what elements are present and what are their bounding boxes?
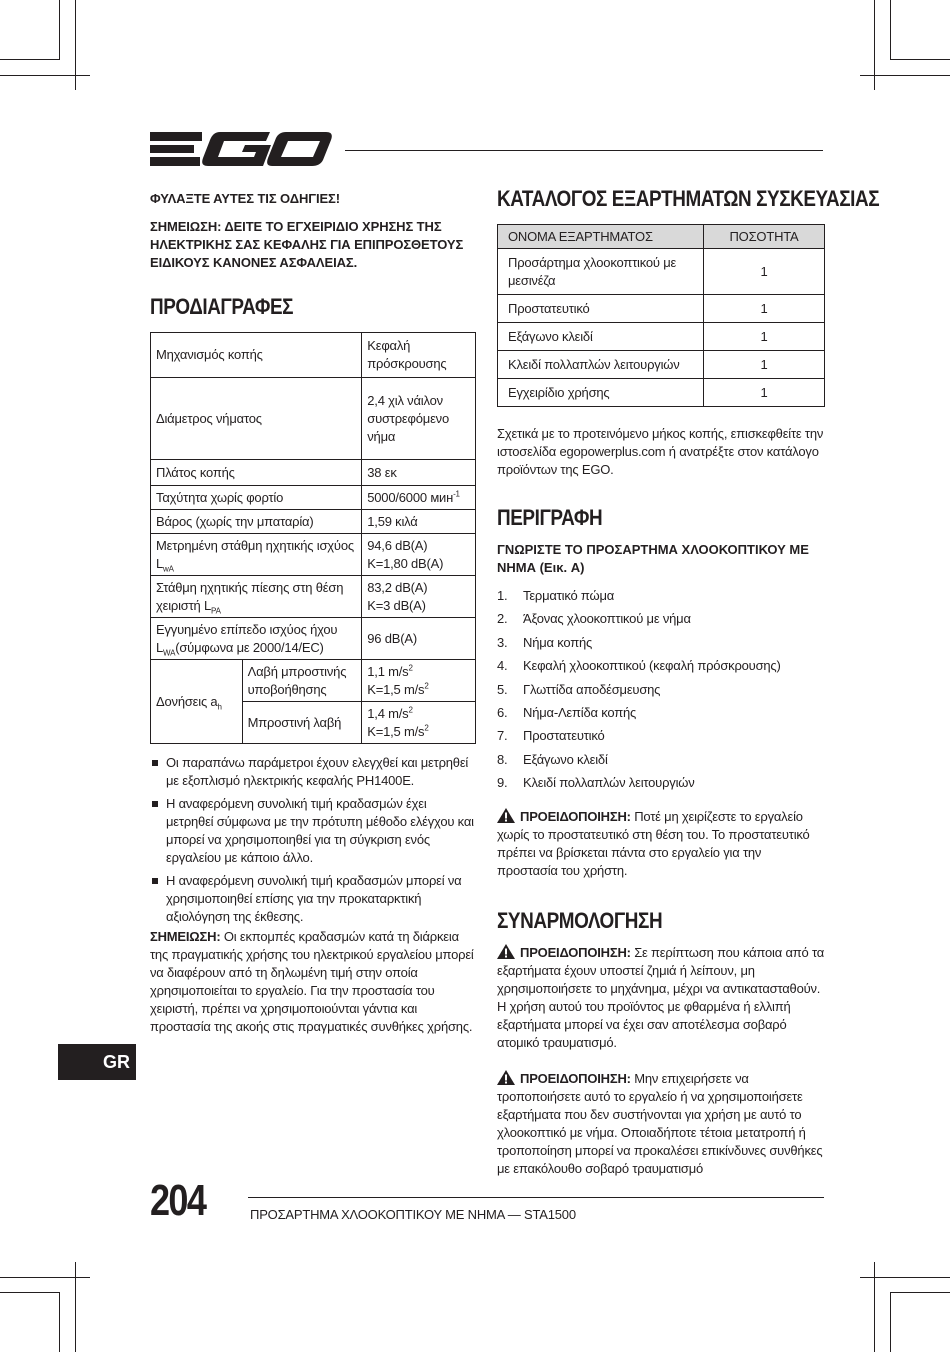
crop-mark [0,59,60,60]
table-row [498,295,825,323]
language-tab: GR [58,1044,136,1080]
list-item: 3. Νήμα κοπής [497,634,593,650]
spec-value: 94,6 dB(A) K=1,80 dB(A) [362,534,476,576]
list-item: Η αναφερόμενη συνολική τιμή κραδασμών έχει μετρηθεί σύμφωνα με την πρότυπη μέθοδο ελέγχου και μπορεί να χρησιμοποιηθεί για τη σύγκριση ενός εργαλείου με κάποιο άλλο. [150,795,476,867]
spec-label: Βάρος (χωρίς την μπαταρία) [151,510,362,534]
crop-mark [860,75,950,76]
description-subtitle: ΓΝΩΡΙΣΤΕ ΤΟ ΠΡΟΣΑΡΤΗΜΑ ΧΛΟΟΚΟΠΤΙΚΟΥ ΜΕ ΝΗΜΑ (Εικ. A) [497,542,809,575]
crop-mark [75,0,76,90]
table-row [151,534,476,576]
part-name: Προστατευτικό [498,295,704,323]
part-qty: 1 [704,351,825,379]
left-column [150,190,476,1036]
list-item: 8. Εξάγωνο κλειδί [497,751,608,767]
assembly-title: ΣΥΝΑΡΜΟΛΟΓΗΣΗ [497,908,663,934]
crop-mark [0,1277,90,1278]
table-row [151,460,476,486]
spec-value: 96 dB(A) [362,618,476,660]
table-row [498,379,825,407]
crop-mark [0,75,90,76]
specs-table [150,332,476,744]
right-column [497,186,880,1178]
spec-label: Ταχύτητα χωρίς φορτίο [151,486,362,510]
part-name: Προσάρτημα χλοοκοπτικού με μεσινέζα [498,249,704,295]
crop-mark [874,0,875,90]
crop-mark [890,0,891,60]
warning-icon [497,808,515,823]
part-qty: 1 [704,323,825,351]
warning-icon [497,944,515,959]
spec-label: Μπροστινή λαβή [242,702,362,744]
list-item: Οι παραπάνω παράμετροι έχουν ελεγχθεί και μετρηθεί με εξοπλισμό ηλεκτρικής κεφαλής PH1400E. [150,754,476,790]
crop-mark [890,59,950,60]
description-list [497,587,825,792]
column-header: ΠΟΣΟΤΗΤΑ [704,225,825,249]
table-row [498,249,825,295]
spec-notes-list [150,754,476,926]
table-row [151,660,476,702]
spec-value: 2,4 χιλ νάιλον συστρεφόμενο νήμα [362,378,476,460]
parts-title: ΚΑΤΑΛΟΓΟΣ ΕΞΑΡΤΗΜΑΤΩΝ ΣΥΣΚΕΥΑΣΙΑΣ [497,186,880,211]
table-row [151,576,476,618]
description-title: ΠΕΡΙΓΡΑΦΗ [497,505,603,530]
table-row [498,351,825,379]
part-qty: 1 [704,379,825,407]
parts-table [497,224,825,407]
crop-mark [860,1277,950,1278]
crop-mark [75,1262,76,1352]
list-item: 6. Νήμα-Λεπίδα κοπής [497,704,637,720]
part-name: Εγχειρίδιο χρήσης [498,379,704,407]
spec-value: 5000/6000 мин$^{-1}$ [362,486,476,510]
crop-mark [59,0,60,60]
ego-logo [150,128,332,170]
spec-label: Μηχανισμός κοπής [151,333,362,378]
spec-value: Κεφαλή πρόσκρουσης [362,333,476,378]
list-item: 1. Τερματικό πώμα [497,588,615,603]
spec-label: Εγγυημένο επίπεδο ισχύος ήχου $L_{WA}(\sigma ύ\mu\varphi\omega\nu\alpha$ με 2000/14/EC) [151,618,362,660]
list-item: 5. Γλωττίδα αποδέσμευσης [497,681,661,697]
spec-value: 38 εκ [362,460,476,486]
crop-mark [59,1292,60,1352]
table-row [151,618,476,660]
spec-label: Στάθμη ηχητικής πίεσης στη θέση χειριστή $L_{PA}$ [151,576,362,618]
vibration-label: Δονήσεις $a_h$ [151,660,243,744]
table-row [151,510,476,534]
page-number: 204 [150,1176,206,1225]
crop-mark [874,1262,875,1352]
part-name: Κλειδί πολλαπλών λειτουργιών [498,351,704,379]
list-item: 4. Κεφαλή χλοοκοπτικού (κεφαλή πρόσκρουσης) [497,658,781,674]
spec-label: Διάμετρος νήματος [151,378,362,460]
spec-value: 83,2 dB(A) K=3 dB(A) [362,576,476,618]
table-header-row [498,225,825,249]
table-row [151,378,476,460]
table-row [151,333,476,378]
list-item: 7. Προστατευτικό [497,728,605,744]
warning-icon [497,1070,515,1085]
spec-value: 1,4 $m/s^2$ K=1,5 $m/s^2$ [362,702,476,744]
header-rule [345,150,823,151]
footer-doc-title: ΠΡΟΣΑΡΤΗΜΑ ΧΛΟΟΚΟΠΤΙΚΟΥ ΜΕ ΝΗΜΑ — STA1500 [250,1207,576,1222]
part-name: Εξάγωνο κλειδί [498,323,704,351]
website-note: Σχετικά με το προτεινόμενο μήκος κοπής, επισκεφθείτε την ιστοσελίδα egopowerplus.com ή ανατρέξτε στον κατάλογο προϊόντων της EGO. [497,426,824,477]
spec-value: 1,1 $m/s^2$ K=1,5 $m/s^2$ [362,660,476,702]
part-qty: 1 [704,249,825,295]
crop-mark [890,1292,950,1293]
column-header: ΟΝΟΜΑ ΕΞΑΡΤΗΜΑΤΟΣ [498,225,704,249]
crop-mark [0,1292,60,1293]
warning-modification: ΠΡΟΕΙΔΟΠΟΙΗΣΗ: Μην επιχειρήσετε να τροποποιήσετε αυτό το εργαλείο ή να χρησιμοποιήσετε εξαρτήματα που δεν συστήνονται για χρήση με αυτό το χλοοκοπτικό με νήμα. Οποιαδήποτε τέτοια μετατροπή ή τροποποίηση μπορεί να προκαλέσει επικίνδυνες συνθήκες με επακόλουθο σοβαρό τραυματισμό [497,1071,823,1177]
spec-label: Μετρημένη στάθμη ηχητικής ισχύος $L_{wA}$ [151,534,362,576]
spec-label: Λαβή μπροστινής υποβοήθησης [242,660,362,702]
specs-title: ΠΡΟΔΙΑΓΡΑΦΕΣ [150,294,294,319]
crop-mark [890,1292,891,1352]
list-item: 9. Κλειδί πολλαπλών λειτουργιών [497,775,695,791]
list-item: Η αναφερόμενη συνολική τιμή κραδασμών μπορεί να χρησιμοποιηθεί επίσης για την προκαταρκτική αξιολόγηση της έκθεσης. [150,872,476,926]
spec-label: Πλάτος κοπής [151,460,362,486]
table-row [498,323,825,351]
warning-damaged-parts: ΠΡΟΕΙΔΟΠΟΙΗΣΗ: Σε περίπτωση που κάποια από τα εξαρτήματα έχουν υποστεί ζημιά ή λείπουν, μη χρησιμοποιήσετε το μηχάνημα, μέχρι να αντικατασταθούν. Η χρήση αυτού του προϊόντος με φθαρμένα ή ελλιπή εξαρτήματα μπορεί να έχει σαν αποτέλεσμα σοβαρό ατομικό τραυματισμό. [497,945,825,1051]
table-row [151,486,476,510]
list-item: 2. Άξονας χλοοκοπτικού με νήμα [497,611,691,627]
spec-value: 1,59 κιλά [362,510,476,534]
vibration-note: ΣΗΜΕΙΩΣΗ: Οι εκπομπές κραδασμών κατά τη διάρκεια της πραγματικής χρήσης του ηλεκτρικού εργαλείου μπορεί να διαφέρουν από τη δηλωμένη τιμή στην οποία χρησιμοποιείται το εργαλείο. Για την προστασία του χειριστή, πρέπει να χρησιμοποιούνται γάντια και προστασία της ακοής στις πραγματικές συνθήκες χρήσης. [150,929,474,1034]
manual-note: ΣΗΜΕΙΩΣΗ: ΔΕΙΤΕ ΤΟ ΕΓΧΕΙΡΙΔΙΟ ΧΡΗΣΗΣ ΤΗΣ ΗΛΕΚΤΡΙΚΗΣ ΣΑΣ ΚΕΦΑΛΗΣ ΓΙΑ ΕΠΙΠΡΟΣΘΕΤΟΥΣ ΕΙΔΙΚΟΥΣ ΚΑΝΟΝΕΣ ΑΣΦΑΛΕΙΑΣ. [150,219,464,270]
keep-instructions: ΦΥΛΑΞΤΕ ΑΥΤΕΣ ΤΙΣ ΟΔΗΓΙΕΣ! [150,191,340,206]
warning-guard: ΠΡΟΕΙΔΟΠΟΙΗΣΗ: Ποτέ μη χειρίζεστε το εργαλείο χωρίς το προστατευτικό στη θέση του. Το προστατευτικό πρέπει να βρίσκεται πάντα στο εργαλείο για την προστασία του χρήστη. [497,809,810,879]
part-qty: 1 [704,295,825,323]
footer-rule [248,1197,824,1198]
